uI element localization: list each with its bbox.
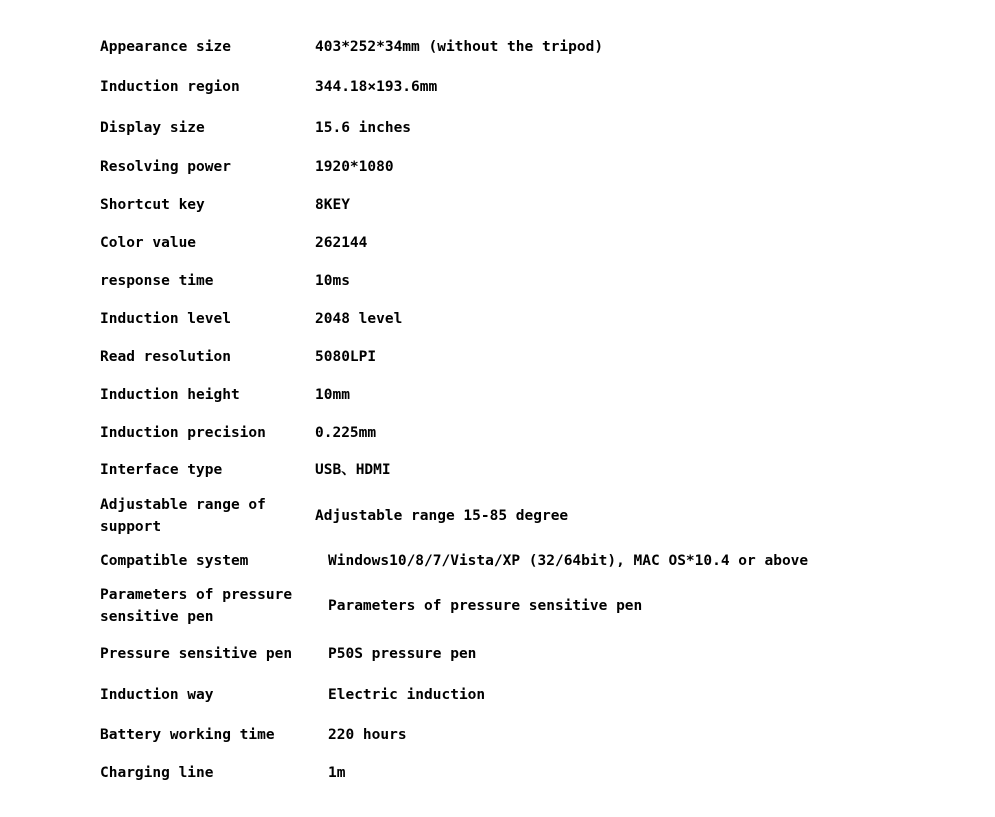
spec-row bbox=[100, 578, 960, 634]
spec-value: P50S pressure pen bbox=[328, 646, 477, 662]
spec-row bbox=[100, 108, 960, 148]
spec-value: 2048 level bbox=[315, 311, 403, 327]
spec-row bbox=[100, 28, 960, 66]
spec-value: Adjustable range 15-85 degree bbox=[315, 508, 569, 524]
spec-row bbox=[100, 716, 960, 754]
spec-label: Pressure sensitive pen bbox=[100, 646, 293, 662]
spec-row bbox=[100, 674, 960, 716]
spec-row bbox=[100, 488, 960, 544]
spec-value: 8KEY bbox=[315, 197, 350, 213]
spec-label: Read resolution bbox=[100, 349, 231, 365]
spec-value: 262144 bbox=[315, 235, 368, 251]
spec-value: 15.6 inches bbox=[315, 120, 412, 136]
spec-label: Adjustable range of support bbox=[100, 497, 266, 535]
spec-label: Appearance size bbox=[100, 39, 231, 55]
spec-label: Induction level bbox=[100, 311, 231, 327]
spec-value: 344.18×193.6mm bbox=[315, 79, 438, 95]
spec-value: 10ms bbox=[315, 273, 350, 289]
spec-row bbox=[100, 300, 960, 338]
spec-label: Induction height bbox=[100, 387, 240, 403]
spec-row bbox=[100, 452, 960, 488]
spec-value: 220 hours bbox=[328, 727, 407, 743]
spec-label: response time bbox=[100, 273, 214, 289]
spec-label: Battery working time bbox=[100, 727, 275, 743]
spec-value: 403*252*34mm (without the tripod) bbox=[315, 39, 604, 55]
spec-label: Induction way bbox=[100, 687, 214, 703]
spec-row bbox=[100, 66, 960, 108]
spec-row bbox=[100, 338, 960, 376]
spec-label: Charging line bbox=[100, 765, 214, 781]
spec-label: Induction region bbox=[100, 79, 240, 95]
spec-label: Color value bbox=[100, 235, 197, 251]
spec-label: Compatible system bbox=[100, 553, 249, 569]
spec-table bbox=[100, 28, 960, 792]
spec-label: Resolving power bbox=[100, 159, 231, 175]
spec-value: 1m bbox=[328, 765, 346, 781]
spec-row bbox=[100, 148, 960, 186]
spec-value: 0.225mm bbox=[315, 425, 377, 441]
spec-row bbox=[100, 186, 960, 224]
spec-label: Induction precision bbox=[100, 425, 266, 441]
spec-label: Display size bbox=[100, 120, 205, 136]
spec-row bbox=[100, 634, 960, 674]
spec-row bbox=[100, 414, 960, 452]
spec-value: USB、HDMI bbox=[315, 462, 391, 478]
spec-value: 1920*1080 bbox=[315, 159, 394, 175]
spec-label: Shortcut key bbox=[100, 197, 205, 213]
spec-value: Parameters of pressure sensitive pen bbox=[328, 598, 643, 614]
spec-row bbox=[100, 754, 960, 792]
spec-label: Interface type bbox=[100, 462, 223, 478]
spec-row bbox=[100, 224, 960, 262]
spec-value: 5080LPI bbox=[315, 349, 377, 365]
spec-row bbox=[100, 544, 960, 578]
spec-row bbox=[100, 376, 960, 414]
spec-row bbox=[100, 262, 960, 300]
spec-value: Electric induction bbox=[328, 687, 486, 703]
spec-value: 10mm bbox=[315, 387, 350, 403]
spec-value: Windows10/8/7/Vista/XP (32/64bit), MAC OS*10.4 or above bbox=[328, 553, 809, 569]
spec-label: Parameters of pressure sensitive pen bbox=[100, 587, 293, 625]
